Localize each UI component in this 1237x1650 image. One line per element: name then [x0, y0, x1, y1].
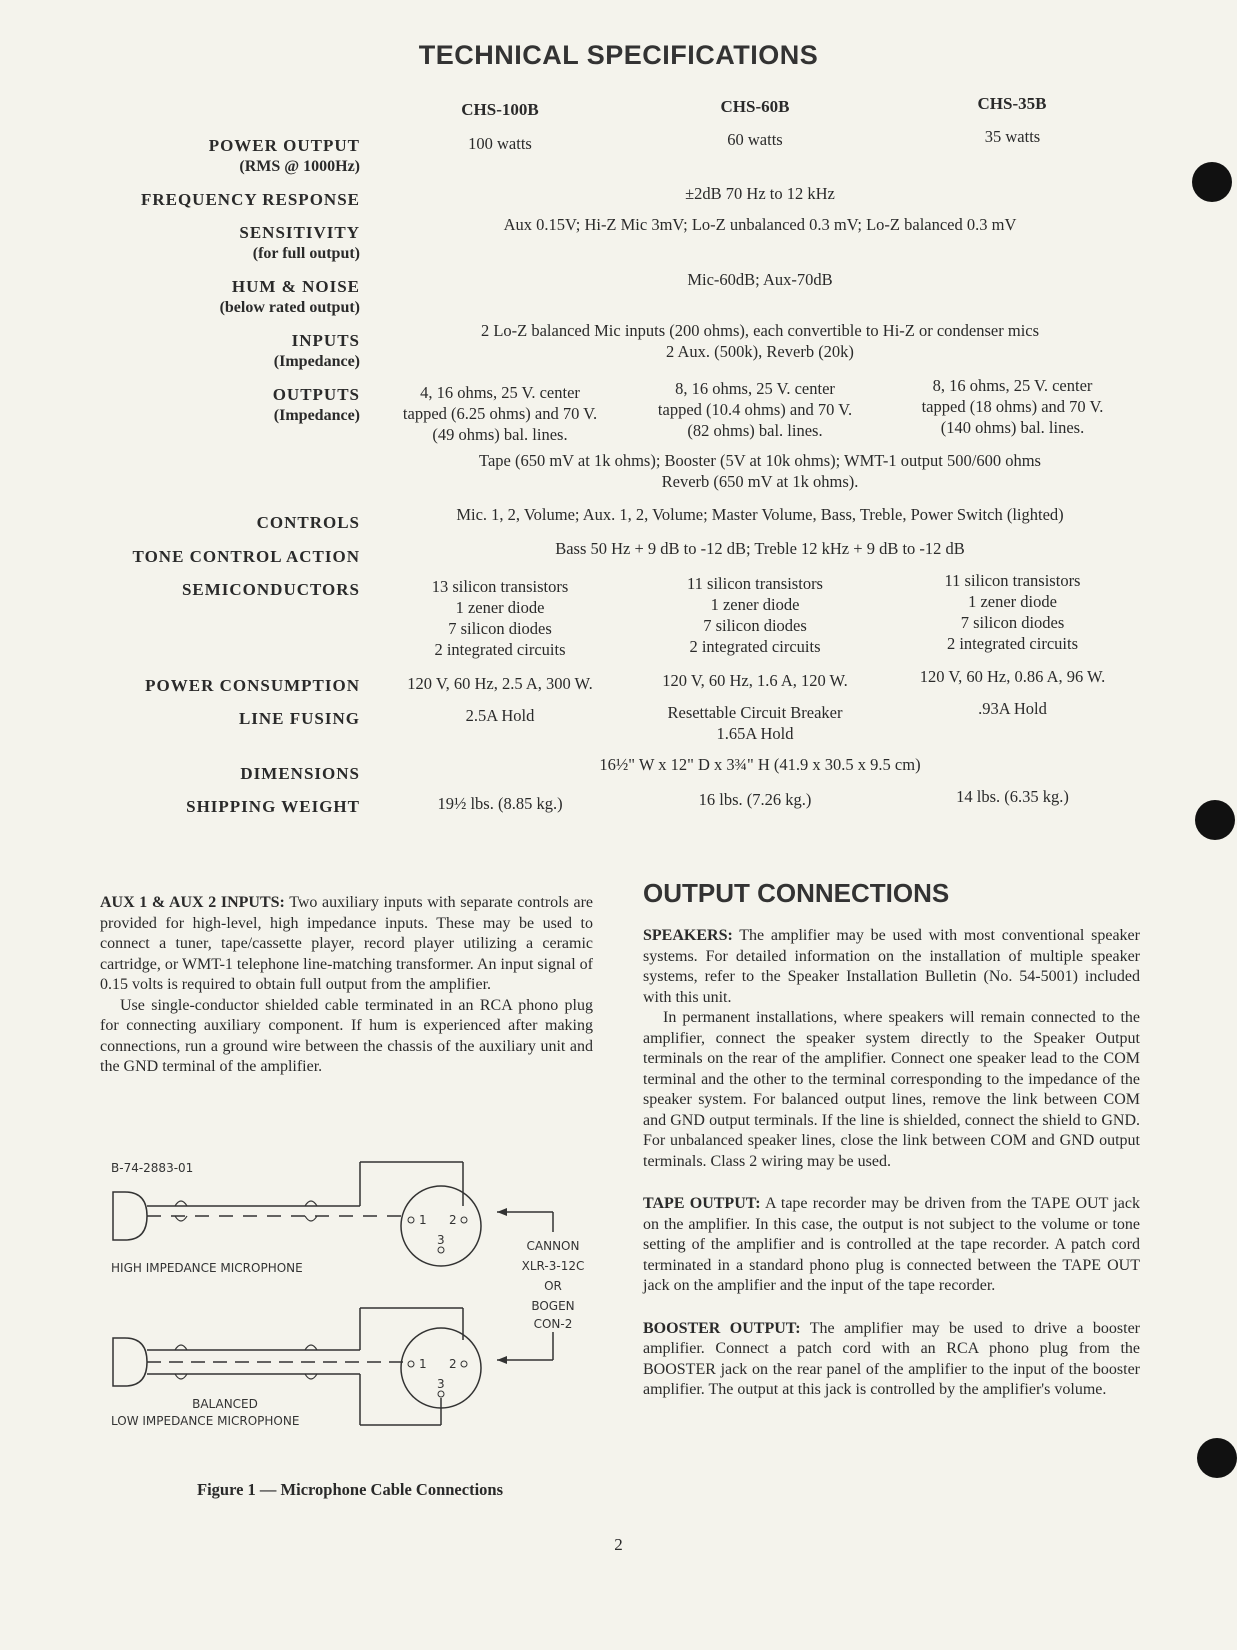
speakers-paragraph: In permanent installations, where speakers will remain connected to the amplifier, connect the speaker system directly to the Speaker Output terminals on the rear of the amplifier. Connect one speaker lead to the COM terminal and the other to the terminal corresponding to the impedance of the speaker system. For balanced output lines, remove the link between COM and GND output terminals. If the line is shielded, connect the shield to GND. For unbalanced speaker lines, close the link between COM and GND output terminals. Class 2 wiring may be used. — [643, 1009, 1140, 1170]
value-line: 2 integrated circuits — [434, 640, 566, 659]
xlr-connector — [401, 1186, 481, 1266]
output-connections-heading: OUTPUT CONNECTIONS — [643, 878, 950, 908]
speakers-paragraph — [643, 926, 1140, 1008]
label-sub: (RMS @ 1000Hz) — [239, 158, 360, 175]
booster-text: The amplifier may be used to drive a booster amplifier. Connect a patch cord with an RCA phono plug from the BOOSTER jack on the rear panel of the amplifier to the input of the booster amplifier. The output at this jack is controlled by the amplifier's volume. — [643, 1319, 1141, 1398]
spec-value: Bass 50 Hz + 9 dB to -12 dB; Treble 12 kHz + 9 dB to -12 dB — [555, 539, 965, 558]
connector-label: CANNON — [526, 1239, 580, 1253]
output-connections-section — [643, 926, 1140, 1401]
spec-value: ±2dB 70 Hz to 12 kHz — [685, 184, 835, 203]
binder-hole — [1192, 162, 1232, 202]
spec-label: POWER CONSUMPTION — [145, 676, 360, 695]
aux-paragraph — [100, 893, 593, 996]
spec-value: 16 lbs. (7.26 kg.) — [698, 790, 812, 809]
connector-label: OR — [544, 1279, 562, 1293]
aux-text: Two auxiliary inputs with separate controls are provided for high-level, high impedance inputs. These may be used to connect a tuner, tape/cassette player, record player utilizing a ceramic cartridge, or WMT-1 telephone line-matching transformer. An input signal of 0.15 volts is required to obtain full output from the amplifier. — [100, 894, 594, 993]
label-text: OUTPUTS — [272, 385, 360, 404]
value-line: 8, 16 ohms, 25 V. center — [675, 379, 835, 398]
spec-value: Mic-60dB; Aux-70dB — [687, 270, 833, 289]
spec-value — [635, 378, 875, 441]
label-sub: (for full output) — [252, 245, 360, 262]
booster-output-paragraph — [643, 1319, 1140, 1401]
model-header: CHS-60B — [720, 97, 790, 116]
label-text: INPUTS — [291, 331, 360, 350]
spec-value — [380, 576, 620, 660]
pin-label: 2 — [449, 1357, 457, 1371]
value-line: 2 integrated circuits — [689, 637, 821, 656]
spec-value: 120 V, 60 Hz, 0.86 A, 96 W. — [919, 667, 1106, 686]
label-text: SENSITIVITY — [239, 223, 360, 242]
pin-label: 1 — [419, 1213, 427, 1227]
value-line: 2 Lo-Z balanced Mic inputs (200 ohms), each convertible to Hi-Z or condenser mics — [480, 321, 1040, 340]
value-line: tapped (6.25 ohms) and 70 V. — [402, 404, 598, 423]
spec-value — [890, 375, 1135, 438]
label-text: POWER OUTPUT — [208, 136, 360, 155]
binder-hole — [1195, 800, 1235, 840]
aux-inputs-section — [100, 893, 593, 1078]
spec-label — [90, 135, 360, 177]
microphone-icon — [113, 1338, 147, 1386]
label-sub: (Impedance) — [273, 407, 360, 424]
lo-mic-label: LOW IMPEDANCE MICROPHONE — [111, 1414, 300, 1428]
pin-label: 3 — [437, 1233, 445, 1247]
spec-label: CONTROLS — [256, 513, 360, 532]
value-line: 7 silicon diodes — [960, 613, 1065, 632]
tape-heading: TAPE OUTPUT: — [643, 1195, 761, 1212]
page-title: TECHNICAL SPECIFICATIONS — [418, 40, 819, 70]
speakers-text: The amplifier may be used with most conventional speaker systems. For detailed information on the installation of multiple speaker systems, refer to the Speaker Installation Bulletin (No. 54-5001) included with this unit. — [643, 927, 1140, 1006]
value-line: 1.65A Hold — [716, 724, 794, 743]
label-sub: (below rated output) — [219, 299, 360, 316]
value-line: 8, 16 ohms, 25 V. center — [932, 376, 1093, 395]
value-line: (140 ohms) bal. lines. — [940, 418, 1085, 437]
value-line: 2 integrated circuits — [946, 634, 1079, 653]
tape-output-paragraph — [643, 1194, 1140, 1297]
value-line: 1 zener diode — [968, 592, 1057, 611]
booster-heading: BOOSTER OUTPUT: — [643, 1319, 801, 1337]
page-number: 2 — [614, 1535, 623, 1554]
value-line: 1 zener diode — [710, 595, 800, 614]
spec-value: Mic. 1, 2, Volume; Aux. 1, 2, Volume; Master Volume, Bass, Treble, Power Switch (lighted) — [456, 505, 1064, 524]
lo-mic-label: BALANCED — [192, 1397, 258, 1411]
value-line: Resettable Circuit Breaker — [667, 703, 843, 722]
speakers-heading: SPEAKERS: — [643, 927, 733, 944]
spec-value: 19½ lbs. (8.85 kg.) — [437, 794, 563, 813]
value-line: Tape (650 mV at 1k ohms); Booster (5V at 10k ohms); WMT-1 output 500/600 ohms — [479, 451, 1041, 470]
spec-value: 60 watts — [727, 130, 783, 149]
spec-label: SEMICONDUCTORS — [181, 580, 360, 599]
aux-paragraph: Use single-conductor shielded cable terminated in an RCA phono plug for connecting auxiliary component. If hum is experienced after making connections, run a ground wire between the chassis of the auxiliary unit and the GND terminal of the amplifier. — [100, 996, 593, 1075]
label-text: HUM & NOISE — [231, 277, 360, 296]
label-sub: (Impedance) — [273, 353, 360, 370]
spec-label — [90, 276, 360, 318]
spec-label: DIMENSIONS — [240, 764, 360, 783]
xlr-connector — [401, 1328, 481, 1408]
value-line: Reverb (650 mV at 1k ohms). — [661, 472, 859, 491]
spec-value — [380, 382, 620, 445]
connector-label: BOGEN — [531, 1299, 575, 1313]
microphone-cable-diagram — [105, 1150, 625, 1440]
pin-label: 2 — [449, 1213, 457, 1227]
value-line: (49 ohms) bal. lines. — [432, 425, 568, 444]
value-line: tapped (18 ohms) and 70 V. — [921, 397, 1104, 416]
microphone-icon — [113, 1192, 147, 1240]
value-line: 11 silicon transistors — [944, 571, 1081, 590]
pin-label: 3 — [437, 1377, 445, 1391]
spec-value: 100 watts — [468, 134, 532, 153]
spec-label — [90, 384, 360, 426]
value-line: 2 Aux. (500k), Reverb (20k) — [666, 342, 854, 361]
value-line: 11 silicon transistors — [687, 574, 823, 593]
value-line: (82 ohms) bal. lines. — [687, 421, 823, 440]
model-header: CHS-100B — [461, 100, 539, 119]
value-line: 13 silicon transistors — [431, 577, 569, 596]
spec-value — [635, 573, 875, 657]
value-line: 1 zener diode — [455, 598, 545, 617]
value-line: 4, 16 ohms, 25 V. center — [420, 383, 580, 402]
spec-label: LINE FUSING — [238, 709, 360, 728]
spec-value: .93A Hold — [978, 699, 1047, 718]
model-header: CHS-35B — [977, 94, 1047, 113]
spec-value: 120 V, 60 Hz, 2.5 A, 300 W. — [407, 674, 593, 693]
spec-value: 35 watts — [984, 127, 1041, 146]
binder-hole — [1197, 1438, 1237, 1478]
value-line: tapped (10.4 ohms) and 70 V. — [657, 400, 853, 419]
hi-mic-label: HIGH IMPEDANCE MICROPHONE — [111, 1261, 303, 1275]
spec-label: SHIPPING WEIGHT — [186, 797, 360, 816]
diagram-code: B-74-2883-01 — [111, 1161, 194, 1175]
spec-label: FREQUENCY RESPONSE — [140, 190, 360, 209]
spec-label — [90, 330, 360, 372]
figure-caption: Figure 1 — Microphone Cable Connections — [196, 1480, 503, 1499]
spec-value: 2.5A Hold — [465, 706, 535, 725]
aux-heading: AUX 1 & AUX 2 INPUTS: — [100, 894, 285, 911]
value-line: 7 silicon diodes — [703, 616, 807, 635]
spec-value — [635, 702, 875, 744]
spec-value: 14 lbs. (6.35 kg.) — [956, 787, 1069, 806]
spec-value — [380, 450, 1140, 492]
connector-label: XLR-3-12C — [521, 1259, 585, 1273]
connector-label: CON-2 — [533, 1317, 573, 1331]
value-line: 7 silicon diodes — [448, 619, 552, 638]
spec-value — [380, 320, 1140, 362]
spec-value — [890, 570, 1135, 654]
spec-label — [90, 222, 360, 264]
spec-value: 16½" W x 12" D x 3¾" H (41.9 x 30.5 x 9.5 cm) — [599, 755, 921, 774]
pin-label: 1 — [419, 1357, 427, 1371]
spec-label: TONE CONTROL ACTION — [132, 547, 360, 566]
spec-value: 120 V, 60 Hz, 1.6 A, 120 W. — [662, 671, 848, 690]
tape-text: A tape recorder may be driven from the TAPE OUT jack on the amplifier. In this case, the output is not subject to the volume or tone setting of the amplifier and is controlled at the tape recorder. A patch cord terminated in a standard phono plug is connected between the TAPE OUT jack on the amplifier and the input of the tape recorder. — [643, 1195, 1141, 1294]
spec-value: Aux 0.15V; Hi-Z Mic 3mV; Lo-Z unbalanced 0.3 mV; Lo-Z balanced 0.3 mV — [503, 215, 1017, 234]
